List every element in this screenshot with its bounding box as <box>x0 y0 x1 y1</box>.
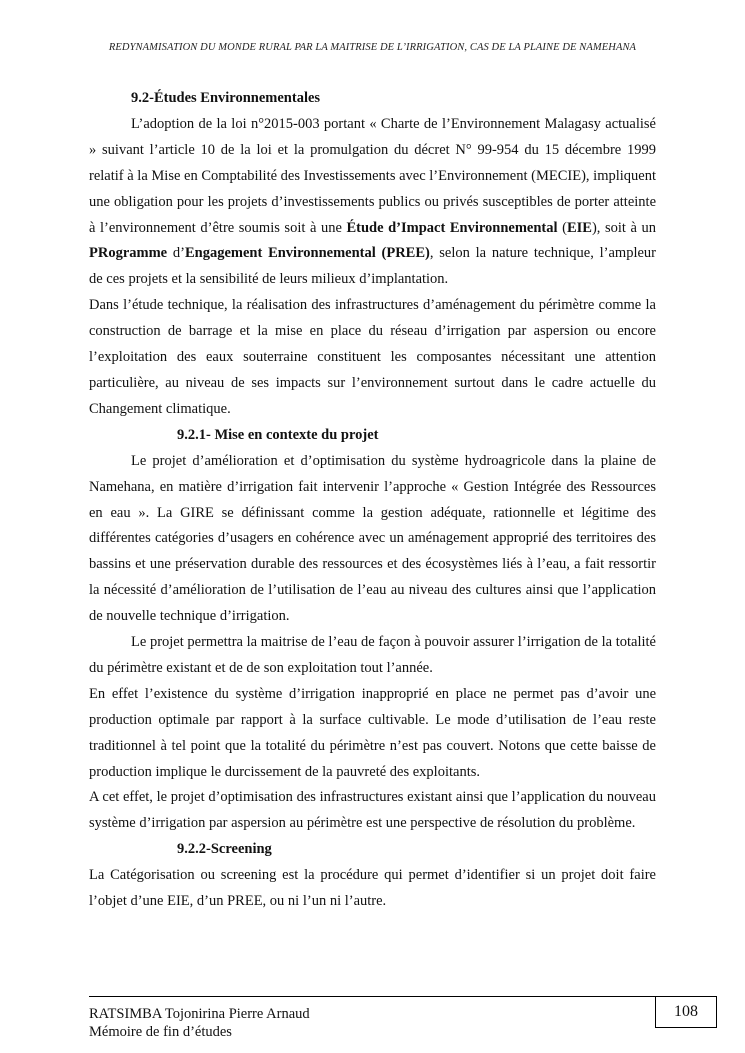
footer-document-type: Mémoire de fin d’études <box>89 1024 232 1040</box>
bold-term-programme: PRogramme <box>89 245 168 262</box>
text-run: ( <box>557 219 567 236</box>
section-heading-9-2: 9.2-Études Environnementales <box>131 90 321 106</box>
text-run: d’ <box>167 245 185 262</box>
page-footer <box>89 1005 310 1041</box>
bold-term-eie: EIE <box>566 219 592 236</box>
paragraph-9-2-1-4: A cet effet, le projet d’optimisation des infrastructures existant ainsi que l’application du nouveau système d’irrigation par aspersion au périmètre est une perspective de résolution du problème. <box>89 789 656 832</box>
running-header: REDYNAMISATION DU MONDE RURAL PAR LA MAITRISE DE L’IRRIGATION, CAS DE LA PLAINE DE NAMEHANA <box>108 42 637 53</box>
bold-term-eie-full: Étude d’Impact Environnemental <box>346 219 558 236</box>
page-number: 108 <box>655 996 717 1028</box>
section-heading-9-2-2: 9.2.2-Screening <box>177 841 272 858</box>
text-run: L’adoption de la loi n°2015-003 portant « Charte de l’Environnement Malagasy actualisé » suivant l’article 10 de la loi et la promulgation du décret N° 99-954 du 15 décembre 1999 relatif à la Mise en Comptabilité des Investissements avec l’Environnement (MECIE), impliquent une obligation pour les projets d’investissements publics ou privés susceptibles de porter atteinte à l’environnement d’être soumis soit à une <box>89 115 656 236</box>
bold-term-pree: Engagement Environnemental (PREE) <box>184 245 430 262</box>
paragraph-9-2-1-2: Le projet permettra la maitrise de l’eau de façon à pouvoir assurer l’irrigation de la totalité du périmètre existant et de de son exploitation tout l’année. <box>89 634 656 676</box>
footer-divider <box>89 996 656 997</box>
paragraph-9-2-1-3: En effet l’existence du système d’irrigation inapproprié en place ne permet pas d’avoir une production optimale par rapport à la surface cultivable. Le mode d’utilisation de l’eau reste traditionnel à tel point que la totalité du périmètre n’est pas couvert. Notons que cette baisse de production implique le durcissement de la pauvreté des exploitants. <box>89 685 656 780</box>
paragraph-9-2-2: Dans l’étude technique, la réalisation des infrastructures d’aménagement du périmètre comme la construction de barrage et la mise en place du réseau d’irrigation par aspersion ou encore l’exploitation des eaux souterraine constituent les composantes nécessitant une attention particulière, au niveau de ses impacts sur l’environnement surtout dans le cadre actuelle du Changement climatique. <box>89 297 656 417</box>
paragraph-9-2-2-1: La Catégorisation ou screening est la procédure qui permet d’identifier si un projet doit faire l’objet d’une EIE, d’un PREE, ou ni l’un ni l’autre. <box>89 867 656 910</box>
footer-author: RATSIMBA Tojonirina Pierre Arnaud <box>89 1006 310 1022</box>
page-body <box>89 86 656 915</box>
text-run: ), soit à un <box>591 219 656 236</box>
section-heading-9-2-1: 9.2.1- Mise en contexte du projet <box>177 426 379 443</box>
paragraph-9-2-1 <box>89 112 656 293</box>
paragraph-9-2-1-1: Le projet d’amélioration et d’optimisation du système hydroagricole dans la plaine de Namehana, en matière d’irrigation fait intervenir l’approche « Gestion Intégrée des Ressources en eau ». La GIRE se définissant comme la gestion adéquate, rationnelle et légitime des différentes catégories d’usagers en cohérence avec un aménagement approprié des territoires des bassins et une préservation durable des ressources et des écosystèmes liés à l’eau, a fait ressortir la nécessité d’amélioration de l’utilisation de l’eau au niveau des cultures ainsi que l’application de nouvelle technique d’irrigation. <box>89 452 656 625</box>
text-run: , selon la nature technique, l’ampleur de ces projets et la sensibilité de leurs milieux d’implantation. <box>89 245 656 288</box>
